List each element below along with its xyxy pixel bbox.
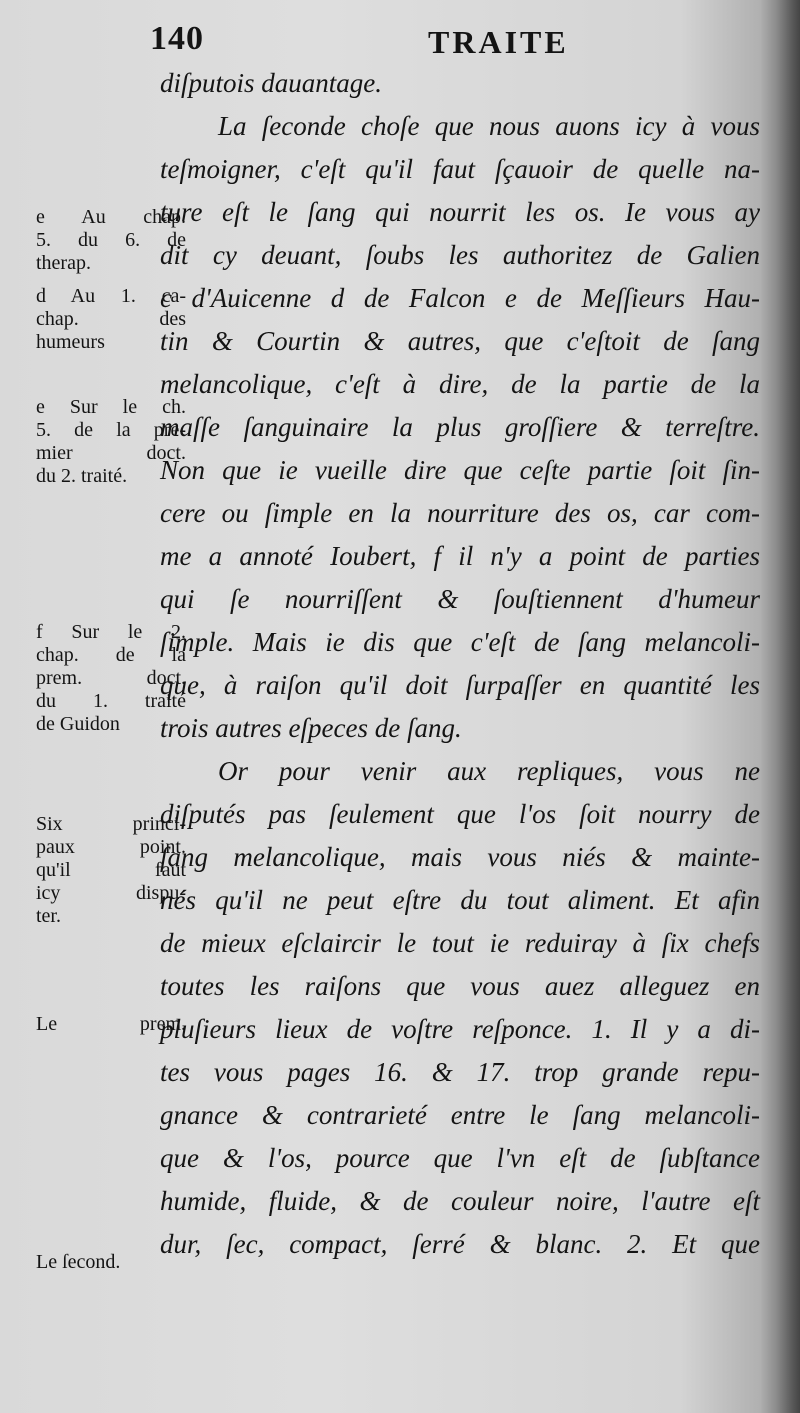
main-text-block (160, 62, 760, 1266)
margin-note-second (36, 1250, 186, 1273)
body-line: dur, ſec, compact, ſerré & blanc. 2. Et que (160, 1229, 760, 1259)
body-line: ture eſt le ſang qui nourrit les os. Ie vous ay (160, 197, 760, 227)
body-line: Or pour venir aux repliques, vous ne (218, 756, 760, 786)
body-line: pluſieurs lieux de voſtre reſponce. 1. Il y a di- (160, 1014, 760, 1044)
body-line: c d'Auicenne d de Falcon e de Meſſieurs Hau- (160, 283, 760, 313)
margin-note-line: e Au chap. (36, 206, 186, 228)
margin-note-auicenne (36, 284, 186, 353)
margin-note-line: humeurs (36, 331, 105, 353)
body-line: Non que ie vueille dire que ceſte partie ſoit ſin- (160, 455, 760, 485)
margin-note-line: prem. doct. (36, 667, 186, 689)
body-line: La ſeconde choſe que nous auons icy à vous (218, 111, 760, 141)
margin-note-line: Le prem. (36, 1013, 186, 1035)
margin-note-line: d Au 1. ca- (36, 285, 186, 307)
margin-note-line: e Sur le ch. (36, 396, 186, 418)
margin-note-line: chap. de la (36, 644, 186, 666)
margin-note-line: 5. du 6. de (36, 229, 186, 251)
body-line: que, à raiſon qu'il doit ſurpaſſer en quantité les (160, 670, 760, 700)
body-line: maſſe ſanguinaire la plus groſſiere & terreſtre. (160, 412, 760, 442)
margin-note-line: de Guidon (36, 713, 120, 735)
body-line: diſputois dauantage. (160, 68, 382, 98)
body-line: ſimple. Mais ie dis que c'eſt de ſang melancoli- (160, 627, 760, 657)
body-line: toutes les raiſons que vous auez alleguez en (160, 971, 760, 1001)
margin-note-line: mier doct. (36, 442, 186, 464)
running-title: TRAITE (428, 24, 569, 60)
margin-note-line: du 2. traité. (36, 465, 128, 487)
margin-note-line: f Sur le 2. (36, 621, 186, 643)
body-line: humide, fluide, & de couleur noire, l'autre eſt (160, 1186, 760, 1216)
margin-note-premier (36, 1012, 186, 1035)
margin-note-line: Le ſecond. (36, 1251, 121, 1273)
body-line: de mieux eſclaircir le tout ie reduiray à ſix chefs (160, 928, 760, 958)
margin-note-galien (36, 205, 186, 274)
margin-note-line: paux point. (36, 836, 186, 858)
margin-note-line: 5. de la pre- (36, 419, 186, 441)
margin-note-six-points (36, 812, 186, 927)
body-line: melancolique, c'eſt à dire, de la partie de la (160, 369, 760, 399)
margin-note-line: qu'il faut (36, 859, 186, 881)
body-line: tin & Courtin & autres, que c'eſtoit de ſang (160, 326, 760, 356)
page-number: 140 (150, 20, 204, 57)
body-line: ſang melancolique, mais vous niés & mainte- (160, 842, 760, 872)
margin-note-line: du 1. traité (36, 690, 186, 712)
margin-note-line: ter. (36, 905, 61, 927)
body-line: me a annoté Ioubert, f il n'y a point de parties (160, 541, 760, 571)
body-line: trois autres eſpeces de ſang. (160, 713, 462, 743)
margin-note-line: icy dispu- (36, 882, 186, 904)
body-line: nés qu'il ne peut eſtre du tout aliment. Et afin (160, 885, 760, 915)
body-line: qui ſe nourriſſent & ſouſtiennent d'humeur (160, 584, 760, 614)
body-line: dit cy deuant, ſoubs les authoritez de Galien (160, 240, 760, 270)
body-line: que & l'os, pource que l'vn eſt de ſubſtance (160, 1143, 760, 1173)
page-edge-shadow (760, 0, 800, 1413)
margin-note-line: Six princi- (36, 813, 186, 835)
body-line: teſmoigner, c'eſt qu'il faut ſçauoir de quelle na- (160, 154, 760, 184)
body-line: gnance & contrarieté entre le ſang melancoli- (160, 1100, 760, 1130)
margin-note-falcon (36, 395, 186, 487)
body-line: cere ou ſimple en la nourriture des os, car com- (160, 498, 760, 528)
margin-note-line: chap. des (36, 308, 186, 330)
margin-note-guidon (36, 620, 186, 735)
body-line: diſputés pas ſeulement que l'os ſoit nourry de (160, 799, 760, 829)
margin-note-line: therap. (36, 252, 91, 274)
body-line: tes vous pages 16. & 17. trop grande repu- (160, 1057, 760, 1087)
